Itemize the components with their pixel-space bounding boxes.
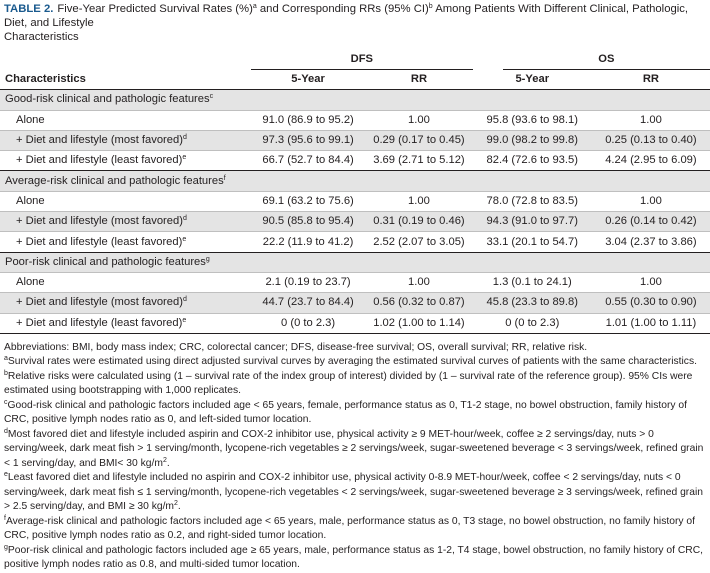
- col-header-dfs-5year: 5-Year: [251, 70, 365, 90]
- table-row: [0, 272, 710, 292]
- os-5year-cell: 33.1 (20.1 to 54.7): [473, 232, 592, 252]
- row-label-text: + Diet and lifestyle (least favored): [16, 154, 183, 167]
- footnote-c-text: Good-risk clinical and pathologic factors included age < 65 years, female, performance status as 0, T1-2 stage, no bowel obstruction, family history of CRC, positive lymph nodes ratio as 0, and left-sided tumor location.: [4, 399, 687, 426]
- row-label: [0, 272, 251, 292]
- row-label: [0, 232, 251, 252]
- section-row: [0, 171, 710, 191]
- os-5year-cell: 95.8 (93.6 to 98.1): [473, 110, 592, 130]
- col-header-os-rr: RR: [592, 70, 710, 90]
- dfs-rr-cell: 1.00: [365, 110, 472, 130]
- row-label-text: Alone: [16, 113, 45, 126]
- row-label: [0, 293, 251, 313]
- os-5year-cell: 99.0 (98.2 to 99.8): [473, 130, 592, 150]
- row-label: [0, 130, 251, 150]
- group-header-dfs: [251, 50, 473, 70]
- row-label-sup: e: [182, 154, 187, 162]
- col-header-characteristics: Characteristics: [0, 70, 251, 90]
- os-rr-cell: 3.04 (2.37 to 3.86): [592, 232, 710, 252]
- os-5year-cell: 0 (0 to 2.3): [473, 313, 592, 333]
- os-rr-cell: 0.55 (0.30 to 0.90): [592, 293, 710, 313]
- caption-sup-b: b: [428, 3, 433, 10]
- row-label-sup: d: [182, 296, 187, 304]
- caption-text-line2: Characteristics: [4, 31, 79, 43]
- row-label-text: + Diet and lifestyle (most favored): [16, 134, 183, 147]
- dfs-rr-cell: 3.69 (2.71 to 5.12): [365, 151, 472, 171]
- section-label: [0, 171, 710, 191]
- footnote-c-mark: c: [4, 398, 8, 406]
- table-caption: [0, 0, 710, 44]
- dfs-rr-cell: 2.52 (2.07 to 3.05): [365, 232, 472, 252]
- os-5year-cell: 1.3 (0.1 to 24.1): [473, 272, 592, 292]
- footnote-e-mark: e: [4, 471, 8, 479]
- dfs-5year-cell: 66.7 (52.7 to 84.4): [251, 151, 365, 171]
- dfs-5year-cell: 0 (0 to 2.3): [251, 313, 365, 333]
- section-row: [0, 252, 710, 272]
- dfs-rr-cell: 0.56 (0.32 to 0.87): [365, 293, 472, 313]
- row-label: [0, 191, 251, 211]
- dfs-5year-cell: 90.5 (85.8 to 95.4): [251, 212, 365, 232]
- table-body: [0, 90, 710, 334]
- footnote-abbreviations: Abbreviations: BMI, body mass index; CRC, colorectal cancer; DFS, disease-free survival; OS, overall survival; RR, relative risk.: [4, 341, 588, 353]
- footnote-f: [4, 515, 706, 544]
- footnote-c: [4, 399, 706, 428]
- os-rr-cell: 0.26 (0.14 to 0.42): [592, 212, 710, 232]
- row-label-text: + Diet and lifestyle (most favored): [16, 215, 183, 228]
- table-row: [0, 110, 710, 130]
- footnote-e-squared: 2: [174, 500, 178, 508]
- footnote-g-text: Poor-risk clinical and pathologic factors included age ≥ 65 years, male, performance status as 1-2, T4 stage, bowel obstruction, no family history of CRC, positive lymph nodes ratio as 0.8, and multi-sided tumor location.: [4, 544, 704, 571]
- dfs-rr-cell: 1.02 (1.00 to 1.14): [365, 313, 472, 333]
- footnote-a-text: Survival rates were estimated using direct adjusted survival curves by averaging the estimated survival curves of patients with the same characteristics.: [7, 356, 697, 368]
- row-label: [0, 151, 251, 171]
- row-label-text: + Diet and lifestyle (least favored): [16, 235, 183, 248]
- footnote-d: [4, 428, 706, 472]
- dfs-5year-cell: 97.3 (95.6 to 99.1): [251, 130, 365, 150]
- footnote-f-text: Average-risk clinical and pathologic factors included age < 65 years, male, performance status as 0, T3 stage, no bowel obstruction, no family history of CRC, positive lymph nodes ratio as 0.2, and right-sided tumor location.: [4, 515, 695, 542]
- caption-text-1: Five-Year Predicted Survival Rates (%): [57, 3, 253, 15]
- row-label-text: + Diet and lifestyle (least favored): [16, 316, 183, 329]
- table-row: [0, 232, 710, 252]
- footnote-d-mark: d: [4, 427, 8, 435]
- table-footnotes: [0, 334, 710, 573]
- footnote-b-mark: b: [4, 369, 8, 377]
- dfs-rr-cell: 1.00: [365, 272, 472, 292]
- footnote-d-end: .: [166, 457, 170, 469]
- dfs-5year-cell: 22.2 (11.9 to 41.2): [251, 232, 365, 252]
- row-label-sup: d: [182, 215, 187, 223]
- col-header-os-5year: 5-Year: [473, 70, 592, 90]
- row-label-text: Alone: [16, 276, 45, 289]
- row-label-text: + Diet and lifestyle (most favored): [16, 296, 183, 309]
- table-row: [0, 293, 710, 313]
- os-rr-cell: 0.25 (0.13 to 0.40): [592, 130, 710, 150]
- col-header-dfs-rr: RR: [365, 70, 472, 90]
- footnote-b-text: Relative risks were calculated using (1 – survival rate of the index group of interest) divided by (1 – survival rate of the reference group). 95% CIs were estimated using bootstrapping with 1,000 replicates.: [4, 370, 693, 397]
- group-header-row: [0, 50, 710, 70]
- row-label-sup: e: [182, 235, 187, 243]
- caption-sup-a: a: [252, 3, 257, 10]
- os-rr-cell: 1.01 (1.00 to 1.11): [592, 313, 710, 333]
- section-label-text: Poor-risk clinical and pathologic features: [5, 255, 206, 268]
- dfs-5year-cell: 91.0 (86.9 to 95.2): [251, 110, 365, 130]
- section-label-text: Average-risk clinical and pathologic features: [5, 174, 224, 187]
- row-label-text: Alone: [16, 194, 45, 207]
- table-row: [0, 151, 710, 171]
- os-rr-cell: 1.00: [592, 191, 710, 211]
- row-label-sup: d: [182, 134, 187, 142]
- footnote-g-mark: g: [4, 543, 8, 551]
- dfs-rr-cell: 0.29 (0.17 to 0.45): [365, 130, 472, 150]
- dfs-rr-cell: 0.31 (0.19 to 0.46): [365, 212, 472, 232]
- caption-text-3: Among Patients With Different Clinical, Pathologic, Diet, and Lifestyle: [4, 3, 689, 29]
- caption-text-2: and Corresponding RRs (95% CI): [256, 3, 429, 15]
- os-5year-cell: 45.8 (23.3 to 89.8): [473, 293, 592, 313]
- footnote-g: [4, 544, 706, 573]
- os-rr-cell: 1.00: [592, 110, 710, 130]
- survival-table: [0, 50, 710, 334]
- group-header-dfs-label: DFS: [251, 50, 473, 70]
- dfs-5year-cell: 69.1 (63.2 to 75.6): [251, 191, 365, 211]
- footnote-e: [4, 471, 706, 515]
- row-label-sup: e: [182, 316, 187, 324]
- table-row: [0, 313, 710, 333]
- footnote-e-end: .: [177, 501, 181, 513]
- os-5year-cell: 94.3 (91.0 to 97.7): [473, 212, 592, 232]
- group-header-os: [473, 50, 710, 70]
- row-label: [0, 110, 251, 130]
- section-label-sup: g: [205, 255, 210, 263]
- os-5year-cell: 82.4 (72.6 to 93.5): [473, 151, 592, 171]
- footnote-d-text: Most favored diet and lifestyle included aspirin and COX-2 inhibitor use, physical activity ≥ 9 MET-hour/week, coffee ≥ 2 servings/day, nuts > 0 serving/week, dark meat fish > 1 serving/month, lycopene-rich vegetables ≥ 2 servings/week, sugar-sweetened beverage < 3 servings/week, refined grain < 1 serving/day, and BMI< 30 kg/m: [4, 428, 704, 469]
- section-label: [0, 252, 710, 272]
- section-label: [0, 90, 710, 110]
- footnote-a: [4, 355, 706, 370]
- footnote-b: [4, 370, 706, 399]
- dfs-5year-cell: 44.7 (23.7 to 84.4): [251, 293, 365, 313]
- os-5year-cell: 78.0 (72.8 to 83.5): [473, 191, 592, 211]
- table-row: [0, 191, 710, 211]
- row-label: [0, 212, 251, 232]
- row-label: [0, 313, 251, 333]
- table-row: [0, 130, 710, 150]
- footnote-f-mark: f: [4, 514, 6, 522]
- os-rr-cell: 4.24 (2.95 to 6.09): [592, 151, 710, 171]
- section-label-sup: f: [223, 174, 226, 182]
- footnote-e-text: Least favored diet and lifestyle included no aspirin and COX-2 inhibitor use, physical activity 0-8.9 MET-hour/week, coffee < 2 servings/day, nuts < 0 serving/week, dark meat fish ≤ 1 serving/month, lycopene-rich vegetables < 2 servings/week, sugar-sweetened beverage ≥ 3 servings/week, refined grain > 2.5 serving/day, and BMI ≥ 30 kg/m: [4, 472, 703, 513]
- dfs-5year-cell: 2.1 (0.19 to 23.7): [251, 272, 365, 292]
- footnote-a-mark: a: [4, 355, 8, 363]
- table-row: [0, 212, 710, 232]
- os-rr-cell: 1.00: [592, 272, 710, 292]
- section-label-text: Good-risk clinical and pathologic features: [5, 93, 210, 106]
- dfs-rr-cell: 1.00: [365, 191, 472, 211]
- section-label-sup: c: [209, 93, 214, 101]
- section-row: [0, 90, 710, 110]
- column-header-row: [0, 70, 710, 90]
- footnote-d-squared: 2: [162, 456, 167, 464]
- table-label: TABLE 2.: [4, 3, 54, 15]
- group-header-os-label: OS: [503, 50, 710, 70]
